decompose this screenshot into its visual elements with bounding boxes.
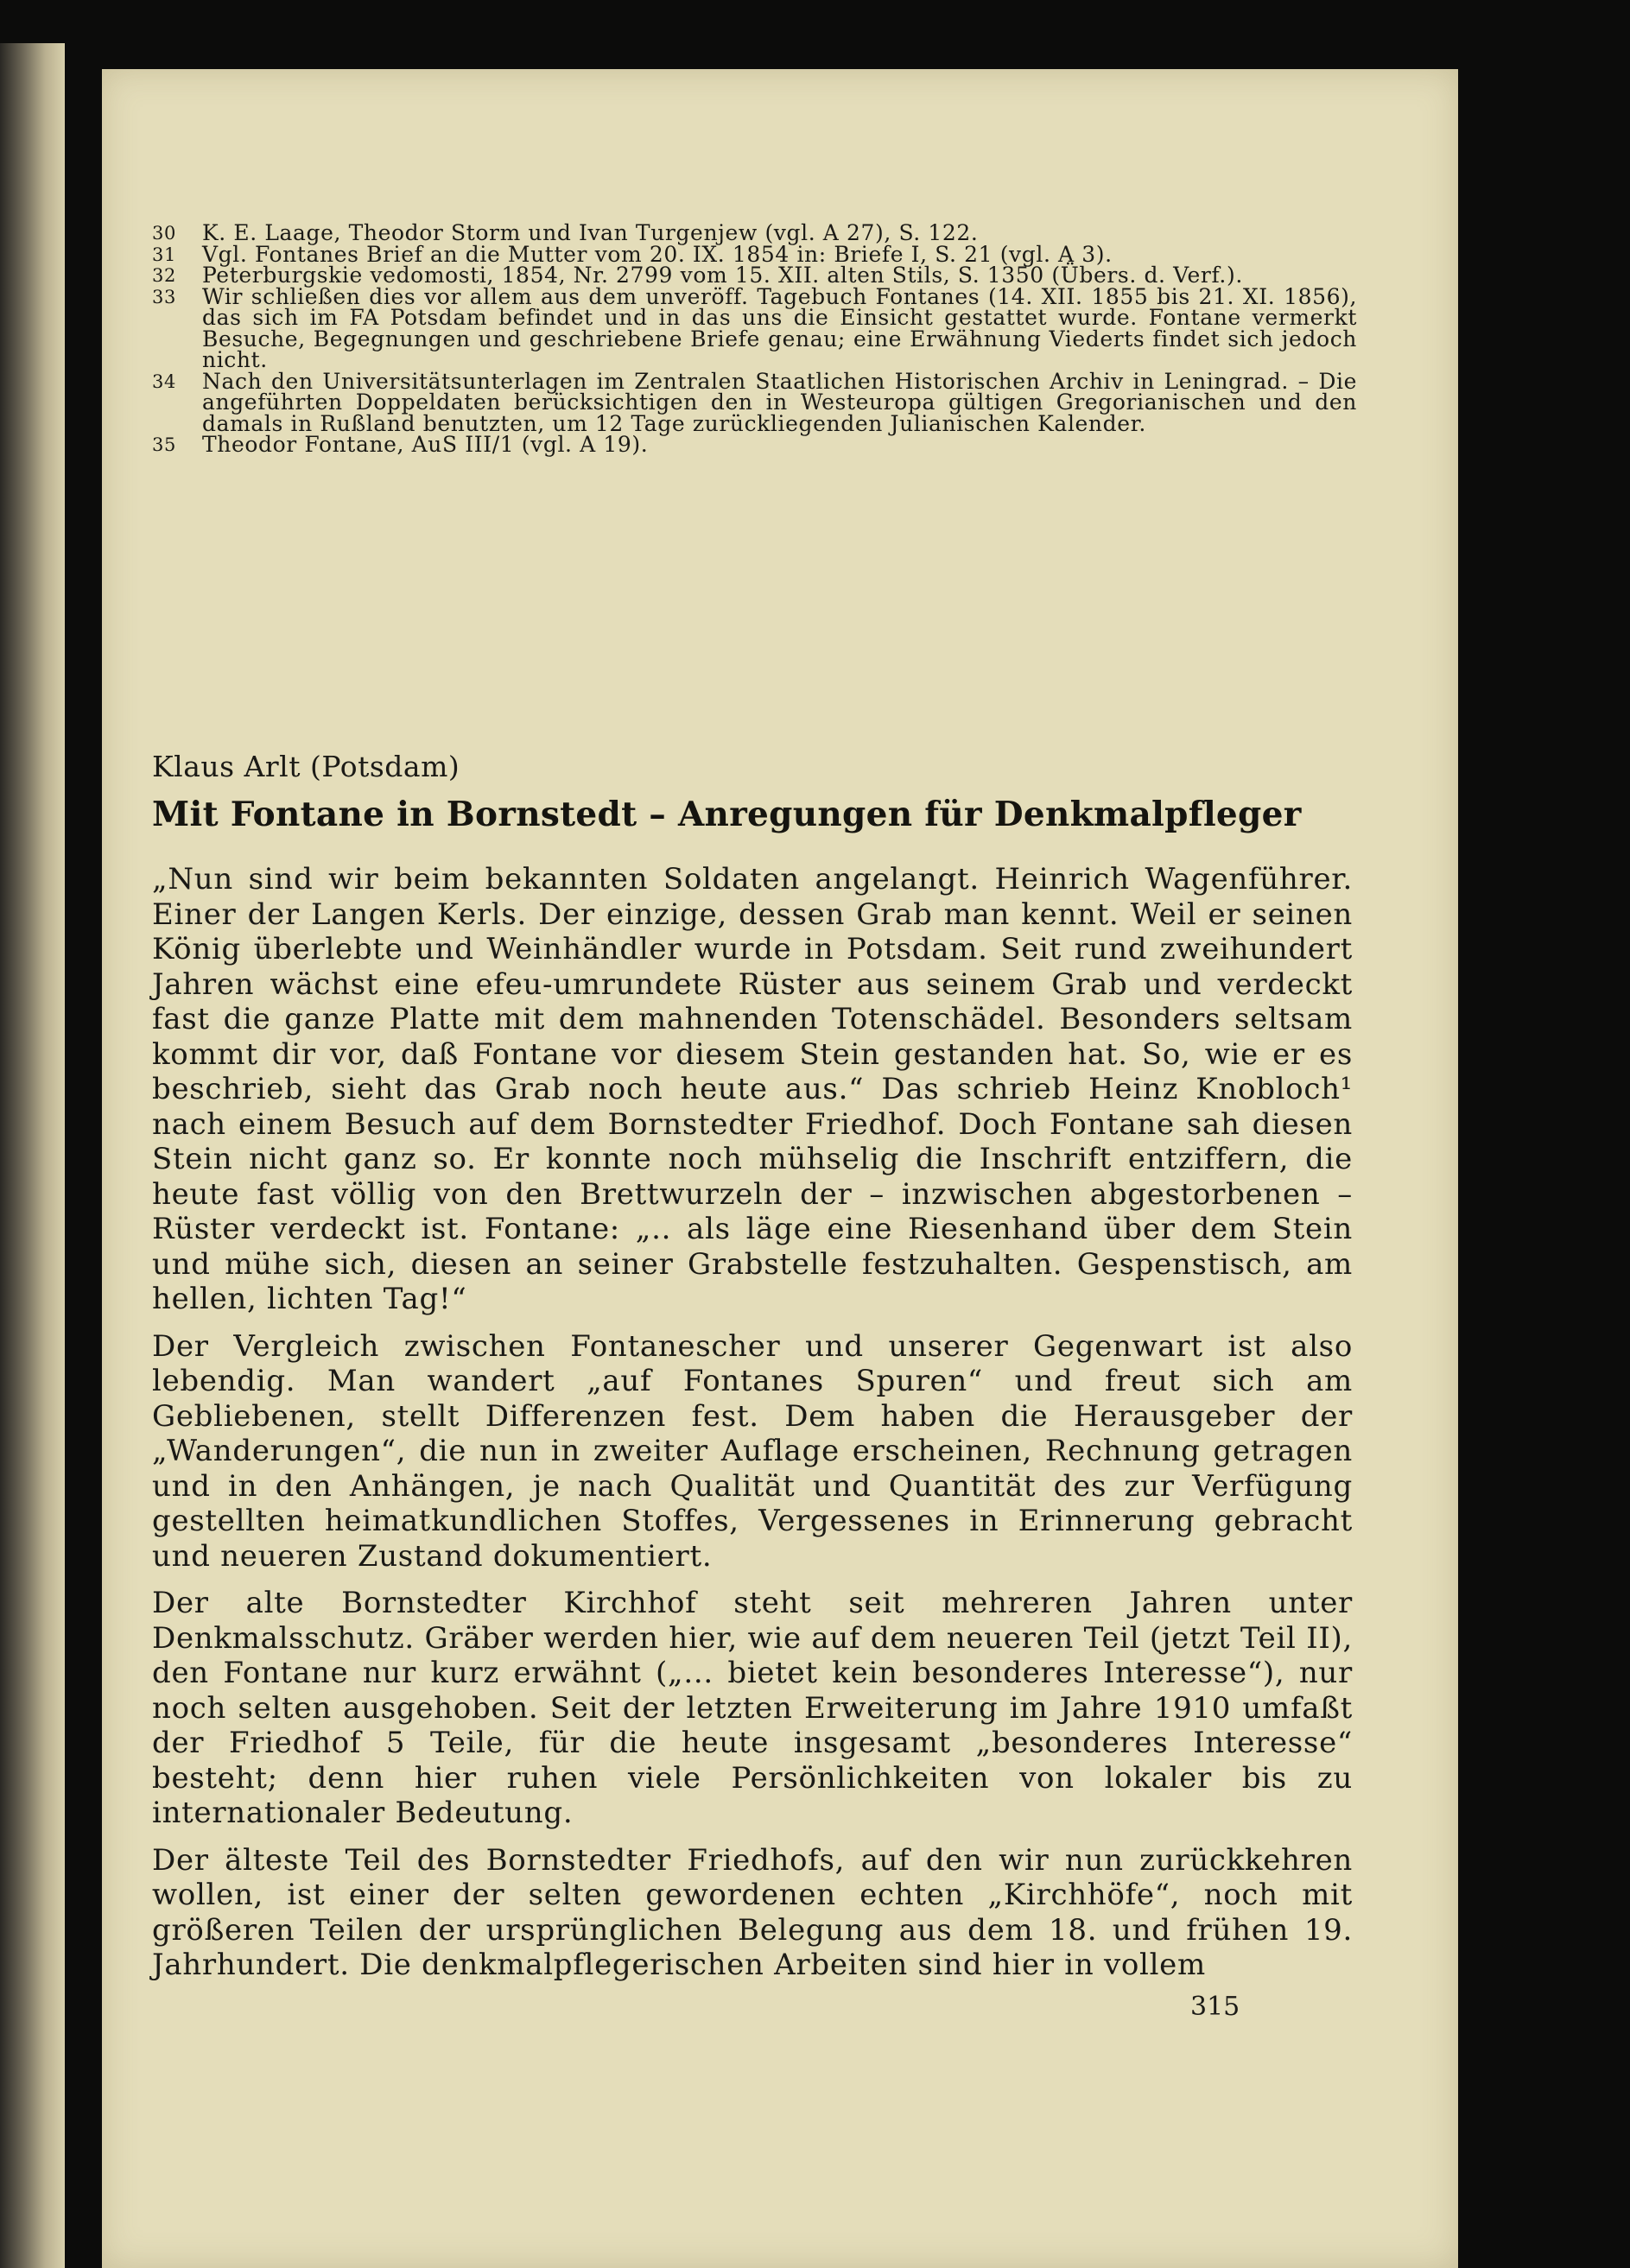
footnote [152, 220, 1357, 245]
footnotes [152, 220, 1357, 457]
footnote-text: Theodor Fontane, AuS III/1 (vgl. A 19). [202, 432, 649, 457]
footnote-text: K. E. Laage, Theodor Storm und Ivan Turgenjew (vgl. A 27), S. 122. [202, 220, 979, 245]
body-paragraph: Der alte Bornstedter Kirchhof steht seit mehreren Jahren unter Denkmalsschutz. Gräber werden hier, wie auf dem neueren Teil (jetzt Teil II), den Fontane nur kurz erwähnt („... bietet kein besonderes Interesse“), nur noch selten ausgehoben. Seit der letzten Erweiterung im Jahre 1910 umfaßt der Friedhof 5 Teile, für die heute insgesamt „besonderes Interesse“ besteht; denn hier ruhen viele Persönlichkeiten von lokaler bis zu internationaler Bedeutung. [152, 1586, 1353, 1830]
footnote-number: 32 [152, 265, 176, 286]
body-paragraph: Der älteste Teil des Bornstedter Friedhofs, auf den wir nun zurückkehren wollen, ist einer der selten gewordenen echten „Kirchhöfe“, noch mit größeren Teilen der ursprünglichen Belegung aus dem 18. und frühen 19. Jahrhundert. Die denkmalpflegerischen Arbeiten sind hier in vollem [152, 1842, 1353, 1982]
article-title: Mit Fontane in Bornstedt – Anregungen für Denkmalpfleger [152, 795, 1302, 834]
footnote-text: Peterburgskie vedomosti, 1854, Nr. 2799 vom 15. XII. alten Stils, S. 1350 (Übers. d. Verf.). [202, 263, 1243, 288]
footnote-text: Wir schließen dies vor allem aus dem unveröff. Tagebuch Fontanes (14. XII. 1855 bis 21. XI. 1856), das sich im FA Potsdam befindet und in das uns die Einsicht gestattet wurde. Fontane vermerkt Besuche, Begegnungen und geschriebene Briefe genau; eine Erwähnung Viederts findet sich jedoch nicht. [202, 283, 1357, 372]
footnote-number: 31 [152, 244, 176, 265]
footnote [152, 434, 1357, 456]
footnote-number: 35 [152, 434, 176, 455]
footnote [152, 265, 1357, 287]
footnote-text: Vgl. Fontanes Brief an die Mutter vom 20. IX. 1854 in: Briefe I, S. 21 (vgl. A 3). [202, 241, 1113, 267]
footnote-text: Nach den Universitätsunterlagen im Zentralen Staatlichen Historischen Archiv in Leningrad. – Die angeführten Doppeldaten berücksichtigen den in Westeuropa gültigen Gregorianischen und den damals in Rußland benutzten, um 12 Tage zurückliegenden Julianischen Kalender. [202, 368, 1357, 436]
footnote [152, 368, 1357, 436]
body-paragraph: Der Vergleich zwischen Fontanescher und unserer Gegenwart ist also lebendig. Man wandert „auf Fontanes Spuren“ und freut sich am Gebliebenen, stellt Differenzen fest. Dem haben die Herausgeber der „Wanderungen“, die nun in zweiter Auflage erscheinen, Rechnung getragen und in den Anhängen, je nach Qualität und Quantität des zur Verfügung gestellten heimatkundlichen Stoffes, Vergessenes in Erinnerung gebracht und neueren Zustand dokumentiert. [152, 1328, 1353, 1574]
footnote-number: 30 [152, 223, 176, 244]
article-author: Klaus Arlt (Potsdam) [152, 750, 460, 783]
footnote-number: 34 [152, 371, 176, 392]
page-number: 315 [1190, 1992, 1240, 2022]
book-page [102, 69, 1458, 2268]
footnote-number: 33 [152, 286, 176, 307]
body-paragraph: „Nun sind wir beim bekannten Soldaten angelangt. Heinrich Wagenführer. Einer der Langen Kerls. Der einzige, dessen Grab man kennt. Weil er seinen König überlebte und Weinhändler wurde in Potsdam. Seit rund zweihundert Jahren wächst eine efeu-umrundete Rüster aus seinem Grab und verdeckt fast die ganze Platte mit dem mahnenden Totenschädel. Besonders seltsam kommt dir vor, daß Fontane vor diesem Stein gestanden hat. So, wie er es beschrieb, sieht das Grab noch heute aus.“ Das schrieb Heinz Knobloch¹ nach einem Besuch auf dem Bornstedter Friedhof. Doch Fontane sah diesen Stein nicht ganz so. Er konnte noch mühselig die Inschrift entziffern, die heute fast völlig von den Brettwurzeln der – inzwischen abgestorbenen – Rüster verdeckt ist. Fontane: „.. als läge eine Riesenhand über dem Stein und mühe sich, diesen an seiner Grabstelle festzuhalten. Gespenstisch, am hellen, lichten Tag!“ [152, 862, 1353, 1316]
adjacent-page-edge [0, 43, 65, 2268]
footnote [152, 283, 1357, 372]
article-body [152, 862, 1353, 1995]
